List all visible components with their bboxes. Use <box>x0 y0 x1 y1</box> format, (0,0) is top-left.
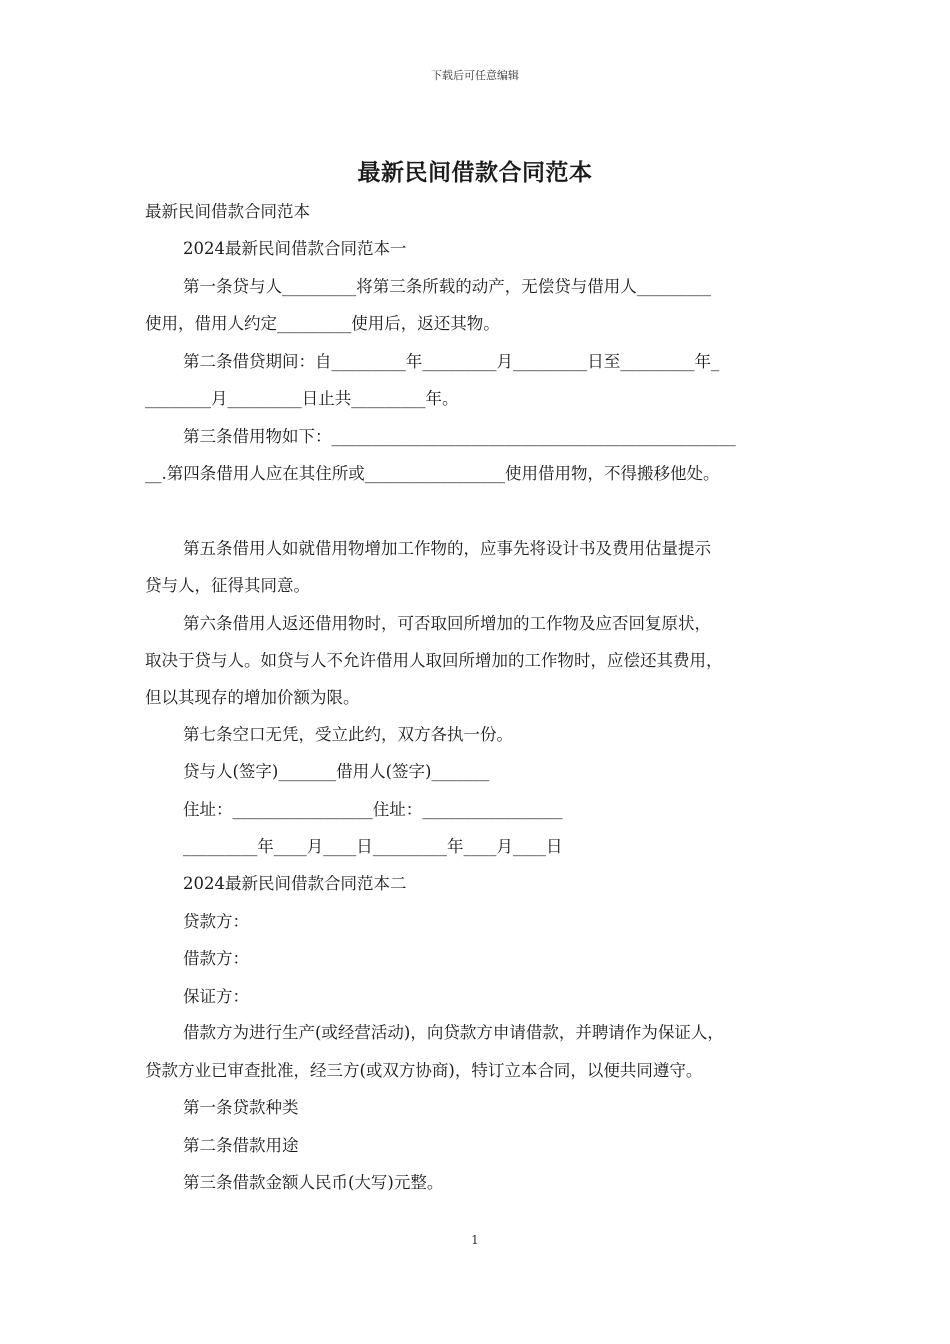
clause-6-line-1: 第六条借用人返还借用物时，可否取回所增加的工作物及应否回复原状， <box>183 614 711 633</box>
clause-6-line-3: 但以其现存的增加价额为限。 <box>145 688 360 707</box>
signature-line: 贷与人(签字)_______借用人(签字)_______ <box>183 762 490 781</box>
clause-1-line-2: 使用，借用人约定_________使用后，返还其物。 <box>145 314 500 333</box>
lender-label: 贷款方： <box>183 912 249 931</box>
document-title: 最新民间借款合同范本 <box>357 159 593 186</box>
header-note: 下载后可任意编辑 <box>431 69 519 82</box>
clause-3-line-1: 第三条借用物如下：_________________________________________________ <box>183 427 736 446</box>
clause-1-line-1: 第一条贷与人_________将第三条所载的动产，无偿贷与借用人_________ <box>183 277 711 296</box>
preamble-line-2: 贷款方业已审查批准，经三方(或双方协商)，特订立本合同，以便共同遵守。 <box>145 1061 703 1080</box>
clause-6-line-2: 取决于贷与人。如贷与人不允许借用人取回所增加的工作物时，应偿还其费用， <box>145 651 723 670</box>
guarantor-label: 保证方： <box>183 987 249 1006</box>
date-line: _________年____月____日_________年____月____日 <box>183 837 563 856</box>
clause-5-line-1: 第五条借用人如就借用物增加工作物的，应事先将设计书及费用估量提示 <box>183 539 711 558</box>
loan-clause-1: 第一条贷款种类 <box>183 1098 299 1117</box>
loan-clause-3: 第三条借款金额人民币(大写)元整。 <box>183 1173 444 1192</box>
clause-3-4-line: __.第四条借用人应在其住所或_________________使用借用物，不得搬移他处。 <box>145 464 720 483</box>
preamble-line-1: 借款方为进行生产(或经营活动)，向贷款方申请借款，并聘请作为保证人， <box>183 1023 724 1042</box>
borrower-label: 借款方： <box>183 949 249 968</box>
clause-2-line-1: 第二条借贷期间：自_________年_________月_________日至_________年_ <box>183 352 720 371</box>
address-line: 住址：_________________住址：_________________ <box>183 800 563 819</box>
section-heading-two: 2024最新民间借款合同范本二 <box>183 874 407 893</box>
clause-5-line-2: 贷与人，征得其同意。 <box>145 576 310 595</box>
section-heading-one: 2024最新民间借款合同范本一 <box>183 239 407 258</box>
subtitle-line: 最新民间借款合同范本 <box>145 202 310 221</box>
clause-7-line: 第七条空口无凭，受立此约，双方各执一份。 <box>183 725 513 744</box>
loan-clause-2: 第二条借款用途 <box>183 1136 299 1155</box>
page-number: 1 <box>471 1233 479 1247</box>
clause-2-line-2: ________月_________日止共_________年。 <box>145 389 459 408</box>
